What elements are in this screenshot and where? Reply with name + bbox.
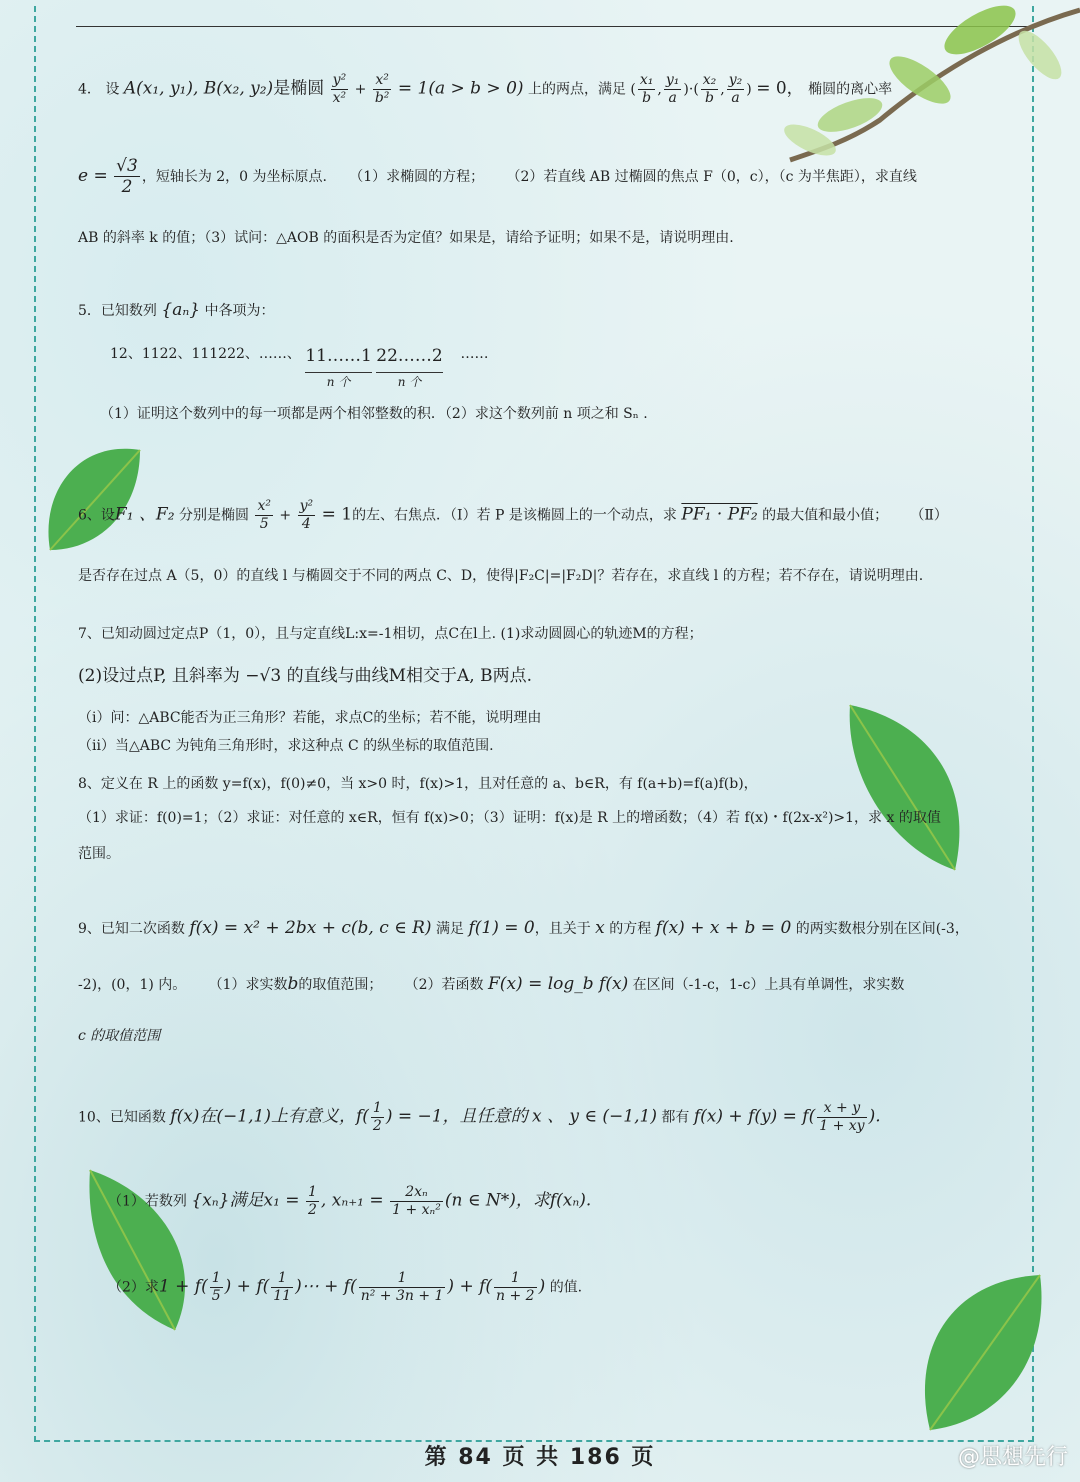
variable: x (595, 918, 605, 938)
text: )⋯ + f( (295, 1276, 357, 1297)
text: , xₙ₊₁ = (320, 1190, 384, 1211)
question-6-line-1: 6、设F₁ 、F₂ 分别是椭圆 $\frac{\text{x²}}{5}$ + $\frac{\text{y²}}{4}$ = 1的左、右焦点．（Ⅰ）若 P 是该椭圆上的一个动点，求 PF₁ · PF₂ 的最大值和最小值； （Ⅱ） (78, 498, 948, 532)
brace-ones (305, 344, 371, 391)
text: （Ⅱ） (910, 507, 948, 524)
text: 6、设 (78, 507, 115, 524)
question-4-line-1: 4． 设 A(x₁, y₁), B(x₂, y₂)是椭圆 $\frac{\text{y²}}{\text{x²}}$ + $\frac{\text{x²}}{\text{b²}}$ = 1(a > b > 0) 上的两点，满足 ( $\frac{\text{x₁}}{b}$ , $\frac{\text{y₁}}{a}$ )·( $\frac{\text{x₂}}{b}$ , $\frac{\text{y₂}}{a}$ ) = 0， 椭圆的离心率 (78, 72, 893, 106)
vector-product: PF₁ · PF₂ (681, 504, 758, 525)
text: 的左、右焦点．（Ⅰ）若 P 是该椭圆上的一个动点，求 (352, 507, 677, 524)
fraction: $\frac{1}{2}$ (372, 1100, 382, 1134)
text: 都有 (661, 1109, 690, 1126)
fraction: $\frac{1}{\text{n² + 3n + 1}}$ (360, 1270, 444, 1304)
question-9-line-2 (78, 972, 1028, 998)
text: 在区间（-1-c，1-c）上具有单调性，求实数 (632, 977, 905, 993)
text: ) = −1，且任意的 (385, 1106, 528, 1127)
fraction: $\frac{√3}{2}$ (116, 156, 138, 198)
condition: f(1) = 0 (468, 918, 535, 938)
text: 满足 (436, 921, 465, 937)
text: 的取值范围； (298, 977, 383, 993)
function-expression: F(x) = log_b f(x) (488, 974, 629, 994)
text: 上的两点，满足 (527, 81, 626, 98)
text: （2）若函数 (404, 977, 484, 993)
question-4-line-3: AB 的斜率 k 的值；（3）试问：△AOB 的面积是否为定值？如果是，请给予证明；如果不是，请说明理由. (78, 230, 734, 246)
foci: F₁ 、F₂ (114, 504, 175, 525)
equation: f(x) + x + b = 0 (655, 918, 792, 938)
text: {xₙ}满足x₁ = (191, 1190, 300, 1211)
text: （1）若数列 (108, 1193, 187, 1210)
fraction: $\frac{1}{11}$ (273, 1270, 292, 1304)
leaf-decoration-left (40, 430, 150, 560)
function-expression: f(x) = x² + 2bx + c(b, c ∈ R) (189, 918, 432, 938)
text: ) + f( (224, 1276, 270, 1297)
question-7-line-1: 7、已知动圆过定点P（1，0），且与定直线L:x=-1相切，点C在l上. (1)求动圆圆心的轨迹M的方程； (78, 626, 703, 642)
text: 设 (105, 81, 120, 98)
fraction: $\frac{\text{x²}}{\text{b²}}$ (374, 72, 390, 106)
question-9-line-3: c 的取值范围 (78, 1028, 161, 1044)
text: 的方程 (609, 921, 652, 937)
text: (n ∈ N*)，求f(xₙ). (444, 1190, 592, 1211)
text: （1）求椭圆的方程； (349, 168, 485, 185)
question-8-line-3: 范围。 (78, 846, 120, 862)
fraction: $\frac{\text{y²}}{4}$ (299, 498, 314, 532)
fraction: $\frac{\text{x₁}}{b}$ (639, 72, 654, 106)
sequence: {aₙ} (161, 300, 201, 320)
condition: = 0， (756, 78, 804, 99)
question-7-line-3: （i）问：△ABC能否为正三角形？若能，求点C的坐标；若不能，说明理由 (78, 710, 542, 726)
text: 5．已知数列 (78, 303, 157, 319)
fraction: $\frac{\text{y²}}{\text{x²}}$ (332, 72, 347, 106)
fraction: $\frac{1}{5}$ (211, 1270, 221, 1304)
fraction: $\frac{x + y}{1 + xy}$ (819, 1100, 865, 1134)
text: （2）求 (108, 1279, 159, 1296)
fraction: $\frac{\text{x²}}{5}$ (257, 498, 271, 532)
text: ) + f( (447, 1276, 493, 1297)
ones-term: 11……1 (305, 346, 372, 366)
text: 的值. (549, 1279, 583, 1296)
fraction: $\frac{\text{y₁}}{a}$ (665, 72, 680, 106)
twos-term: 22……2 (376, 346, 443, 366)
variable: b (287, 974, 299, 994)
equation: = 1 (321, 504, 353, 525)
text: -2)，(0，1) 内。 (78, 977, 187, 993)
question-8-line-1: 8、定义在 R 上的函数 y=f(x)，f(0)≠0，当 x>0 时，f(x)>1，且对任意的 a、b∈R，有 f(a+b)=f(a)f(b)， (78, 776, 758, 792)
text: ). (868, 1106, 881, 1127)
text: 的最大值和最小值； (762, 507, 889, 524)
brace-label: n 个 (376, 372, 442, 391)
question-4-line-2 (78, 156, 1028, 198)
text: ) (538, 1276, 546, 1297)
question-10-line-2 (108, 1184, 1058, 1219)
text: 中各项为： (204, 303, 275, 319)
question-9-line-1 (78, 916, 1028, 942)
text: （2）若直线 AB 过椭圆的焦点 F（0，c），（c 为半焦距），求直线 (506, 168, 917, 185)
question-6-line-2: 是否存在过点 A（5，0）的直线 l 与椭圆交于不同的两点 C、D，使得|F₂C|=|F₂D|？若存在，求直线 l 的方程；若不存在，请说明理由. (78, 568, 924, 584)
fraction: $\frac{\text{x₂}}{b}$ (702, 72, 717, 106)
brace-label: n 个 (305, 372, 371, 391)
question-8-line-2: （1）求证：f(0)=1；（2）求证：对任意的 x∈R，恒有 f(x)>0；（3）证明：f(x)是 R 上的增函数；（4）若 f(x)・f(2x-x²)>1，求 x 的取值 (78, 810, 941, 826)
text: 分别是椭圆 (179, 507, 249, 524)
question-5-line-2 (110, 344, 1010, 391)
functional-equation: f(x) + f(y) = f( (693, 1106, 816, 1127)
points-expression: A(x₁, y₁), B(x₂, y₂) (123, 78, 274, 99)
text: 9、已知二次函数 (78, 921, 185, 937)
question-7-line-4: （ii）当△ABC 为钝角三角形时，求这种点 C 的纵坐标的取值范围. (78, 738, 494, 754)
question-5-line-3: （1）证明这个数列中的每一项都是两个相邻整数的积．（2）求这个数列前 n 项之和 Sₙ . (100, 406, 648, 422)
question-number: 4． (78, 81, 101, 98)
question-10-line-3 (108, 1270, 1058, 1305)
text: …… (460, 346, 489, 362)
text: 的两实数根分别在区间(-3， (795, 921, 969, 937)
text: f(x)在(−1,1)上有意义，f( (170, 1106, 369, 1127)
text: 12、1122、111222、……、 (110, 346, 301, 362)
equation: = 1(a > b > 0) (397, 78, 524, 99)
text: 10、已知函数 (78, 1109, 166, 1126)
fraction: $\frac{\text{y₂}}{a}$ (728, 72, 743, 106)
text: 1 + f( (158, 1276, 208, 1297)
fraction: $\frac{\text{2xₙ}}{\text{1 + xₙ²}}$ (392, 1184, 441, 1218)
text: 是椭圆 (273, 78, 325, 99)
fraction: $\frac{1}{n + 2}$ (496, 1270, 535, 1304)
watermark: @思想先行 (957, 1445, 1068, 1470)
text: （1）求实数 (208, 977, 288, 993)
question-5-line-1 (78, 298, 1028, 324)
eccentricity-label: e = (78, 165, 108, 186)
fraction: $\frac{1}{2}$ (308, 1184, 317, 1218)
page-footer: 第 84 页 共 186 页 (424, 1445, 656, 1470)
domain-expression: x 、 y ∈ (−1,1) (532, 1106, 657, 1127)
text: ，且关于 (534, 921, 591, 937)
question-7-line-2: (2)设过点P, 且斜率为 −√3 的直线与曲线M相交于A, B两点. (78, 666, 532, 686)
brace-twos (376, 344, 442, 391)
question-10-line-1 (78, 1100, 1028, 1135)
text: ，短轴长为 2，0 为坐标原点. (141, 168, 327, 185)
text: 椭圆的离心率 (808, 81, 893, 98)
